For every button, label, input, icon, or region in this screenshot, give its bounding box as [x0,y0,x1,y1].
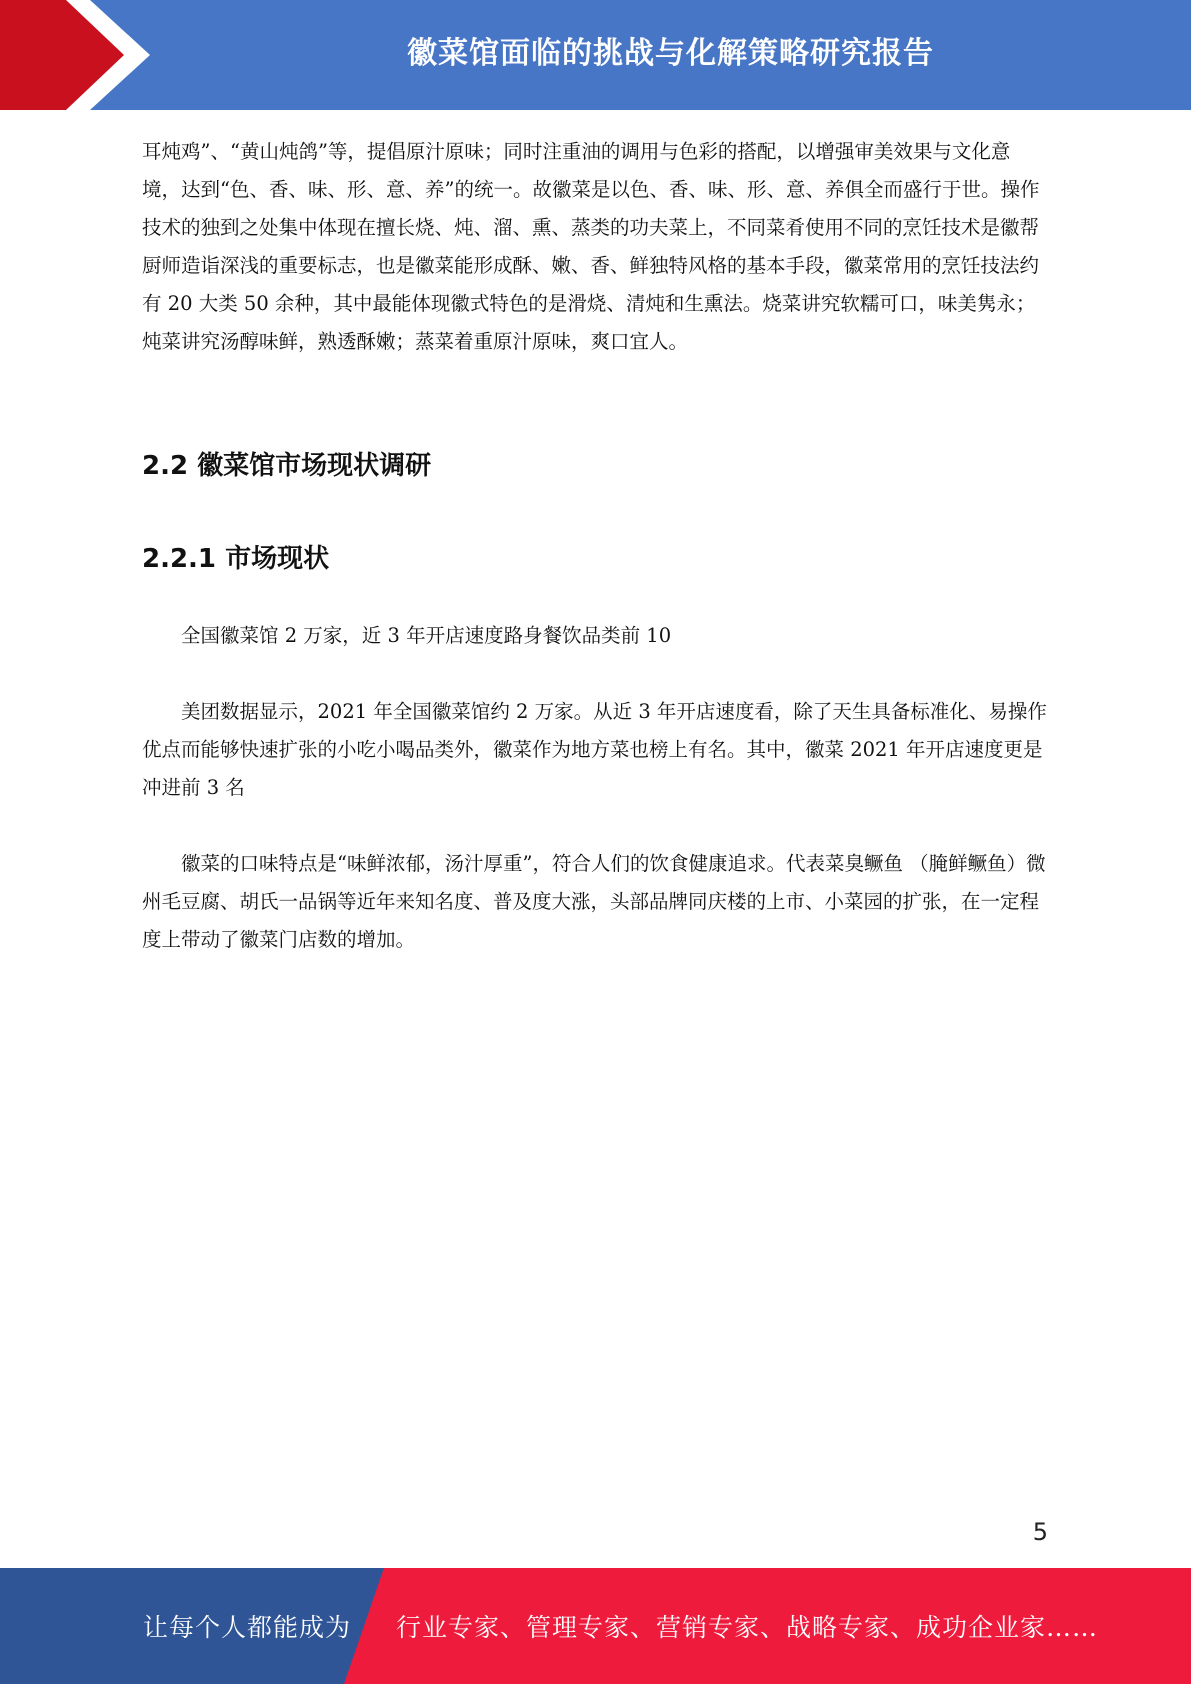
body-paragraph-3: 徽菜的口味特点是“味鲜浓郁，汤汁厚重”，符合人们的饮食健康追求。代表菜臭鳜鱼 （腌鲜鳜鱼）微州毛豆腐、胡氏一品锅等近年来知名度、普及度大涨，头部品牌同庆楼的上市、小菜园的扩张，在一定程度上带动了徽菜门店数的增加。 [142,852,1046,951]
page-header [0,0,1191,110]
subsection-heading: 2.2.1 市场现状 [142,544,330,574]
body-paragraph-continued: 耳炖鸡”、“黄山炖鸽”等，提倡原汁原味；同时注重油的调用与色彩的搭配，以增强审美效果与文化意境，达到“色、香、味、形、意、养”的统一。故徽菜是以色、香、味、形、意、养俱全而盛行于世。操作技术的独到之处集中体现在擅长烧、炖、溜、熏、蒸类的功夫菜上，不同菜肴使用不同的烹饪技术是徽帮厨师造诣深浅的重要标志，也是徽菜能形成酥、嫩、香、鲜独特风格的基本手段，徽菜常用的烹饪技法约有 20 大类 50 余种，其中最能体现徽式特色的是滑烧、清炖和生熏法。烧菜讲究软糯可口，味美隽永；炖菜讲究汤醇味鲜，熟透酥嫩；蒸菜着重原汁原味，爽口宜人。 [142,140,1040,353]
footer-slogan-right: 行业专家、管理专家、营销专家、战略专家、成功企业家…… [396,1613,1099,1642]
page-footer [0,1568,1191,1684]
section-heading: 2.2 徽菜馆市场现状调研 [142,451,432,481]
header-title: 徽菜馆面临的挑战与化解策略研究报告 [407,36,934,71]
footer-slogan-left: 让每个人都能成为 [143,1613,352,1642]
body-paragraph-2: 美团数据显示，2021 年全国徽菜馆约 2 万家。从近 3 年开店速度看，除了天生具备标准化、易操作优点而能够快速扩张的小吃小喝品类外，徽菜作为地方菜也榜上有名。其中，徽菜 2021 年开店速度更是冲进前 3 名 [142,700,1047,799]
header-arrow-decoration [0,0,160,110]
page-number: 5 [1032,1518,1048,1546]
body-paragraph-1: 全国徽菜馆 2 万家，近 3 年开店速度路身餐饮品类前 10 [181,624,672,647]
